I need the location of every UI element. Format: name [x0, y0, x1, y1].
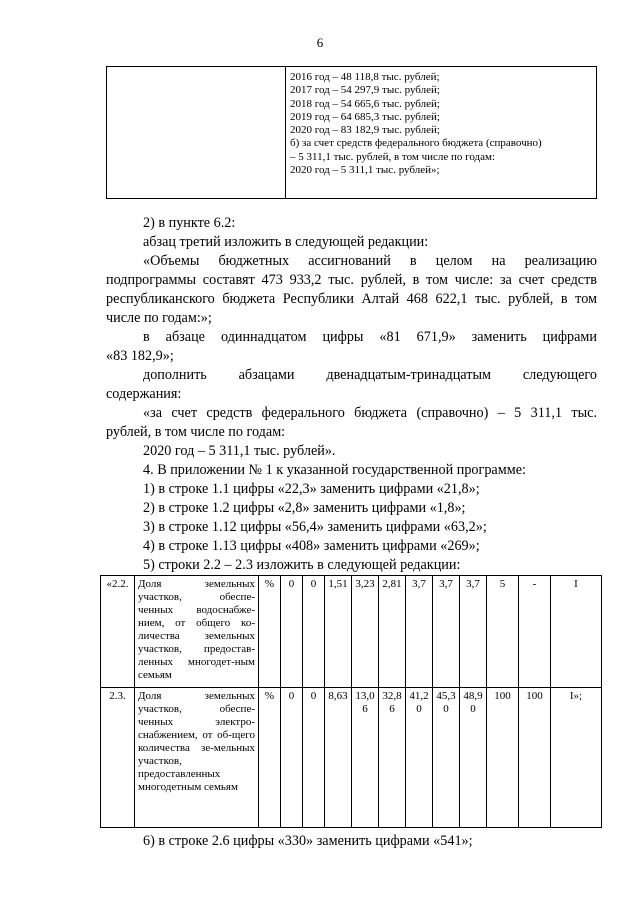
value-cell: - — [519, 576, 551, 688]
paragraph-rows-replace: 5) строки 2.2 – 2.3 изложить в следующей редакции: — [143, 557, 461, 573]
paragraph-year-line: 2020 год – 5 311,1 тыс. рублей». — [143, 443, 336, 459]
value-cell: 2,81 — [379, 576, 406, 688]
paragraph-quote-line: «Объемы бюджетных ассигнований в целом на реализацию — [143, 253, 597, 269]
indicator-name: Доля земельных участков, обеспе-ченных электро-снабжением, от об-щего количества зе-мельных участков, предоставленных многодетным семьям — [135, 688, 259, 828]
funding-line: – 5 311,1 тыс. рублей, в том числе по годам: — [290, 150, 496, 163]
paragraph-add-line: содержания: — [106, 386, 182, 402]
value-cell: 45,3 0 — [433, 688, 460, 828]
funding-line: 2019 год – 64 685,3 тыс. рублей; — [290, 110, 440, 123]
value-cell: 5 — [487, 576, 519, 688]
value-cell: 0 — [303, 688, 325, 828]
indicator-name: Доля земельных участков, обеспе-ченных водоснабже-нием, от общего ко-личества земельных участков, предостав-ленных многодет-ным семьям — [135, 576, 259, 688]
funding-table-values-cell — [286, 67, 596, 198]
value-cell: 3,23 — [352, 576, 379, 688]
funding-line: 2020 год – 83 182,9 тыс. рублей; — [290, 124, 440, 137]
value-cell: I»; — [551, 688, 602, 828]
paragraph-add-line: дополнить абзацами двенадцатым-тринадцатым следующего — [143, 367, 597, 383]
value-cell: 0 — [281, 576, 303, 688]
value-cell: 0 — [303, 576, 325, 688]
paragraph-row-change: 1) в строке 1.1 цифры «22,3» заменить цифрами «21,8»; — [143, 481, 480, 497]
funding-line: 2018 год – 54 665,6 тыс. рублей; — [290, 97, 440, 110]
paragraph-federal-line: «за счет средств федерального бюджета (справочно) – 5 311,1 тыс. — [143, 405, 597, 421]
table-row — [101, 688, 602, 828]
paragraph-row-change: 6) в строке 2.6 цифры «330» заменить цифрами «541»; — [143, 833, 473, 849]
paragraph-replace-line: «83 182,9»; — [106, 348, 174, 364]
funding-line: 2016 год – 48 118,8 тыс. рублей; — [290, 71, 440, 83]
funding-line: б) за счет средств федерального бюджета (справочно) — [290, 137, 542, 150]
paragraph-replace-line: в абзаце одиннадцатом цифры «81 671,9» заменить цифрами — [143, 329, 597, 345]
value-cell: 3,7 — [406, 576, 433, 688]
paragraph-quote-line: республиканского бюджета Республики Алтай 468 622,1 тыс. рублей, в том — [106, 291, 597, 307]
paragraph-quote-line: числе по годам:»; — [106, 310, 212, 326]
paragraph-row-change: 3) в строке 1.12 цифры «56,4» заменить цифрами «63,2»; — [143, 519, 487, 535]
table-row — [101, 576, 602, 688]
value-cell: 100 — [487, 688, 519, 828]
value-cell: 13,0 6 — [352, 688, 379, 828]
value-cell: 3,7 — [460, 576, 487, 688]
paragraph-federal-line: рублей, в том числе по годам: — [106, 424, 286, 440]
funding-table — [106, 66, 597, 199]
paragraph-appendix: 4. В приложении № 1 к указанной государственной программе: — [143, 462, 526, 478]
value-cell: 48,9 0 — [460, 688, 487, 828]
page-number: 6 — [316, 35, 324, 50]
indicators-table — [100, 575, 602, 828]
unit-cell: % — [259, 688, 281, 828]
value-cell: I — [551, 576, 602, 688]
value-cell: 100 — [519, 688, 551, 828]
value-cell: 8,63 — [325, 688, 352, 828]
value-cell: 1,51 — [325, 576, 352, 688]
row-number: «2.2. — [101, 576, 135, 688]
value-cell: 0 — [281, 688, 303, 828]
row-number: 2.3. — [101, 688, 135, 828]
paragraph-row-change: 2) в строке 1.2 цифры «2,8» заменить цифрами «1,8»; — [143, 500, 466, 516]
value-cell: 3,7 — [433, 576, 460, 688]
funding-line: 2017 год – 54 297,9 тыс. рублей; — [290, 84, 440, 97]
unit-cell: % — [259, 576, 281, 688]
paragraph-row-change: 4) в строке 1.13 цифры «408» заменить цифрами «269»; — [143, 538, 480, 554]
paragraph-instruction: абзац третий изложить в следующей редакции: — [143, 234, 429, 250]
funding-line: 2020 год – 5 311,1 тыс. рублей»; — [290, 164, 440, 177]
funding-table-label-cell — [107, 67, 286, 198]
value-cell: 32,8 6 — [379, 688, 406, 828]
value-cell: 41,2 0 — [406, 688, 433, 828]
paragraph-item-2: 2) в пункте 6.2: — [143, 215, 236, 231]
paragraph-quote-line: подпрограммы составят 473 933,2 тыс. рублей, в том числе: за счет средств — [106, 272, 597, 288]
